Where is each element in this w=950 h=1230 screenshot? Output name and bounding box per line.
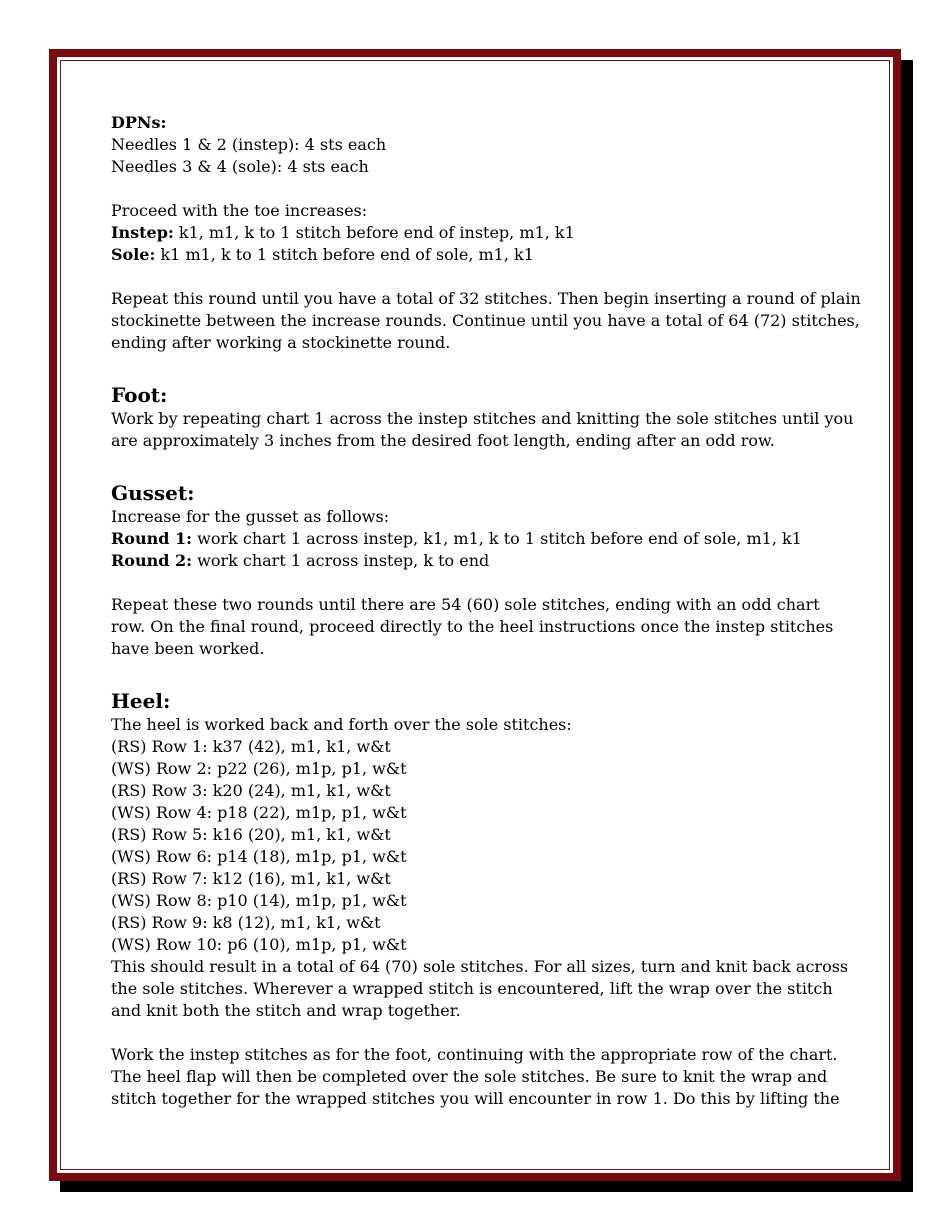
foot-line: Work by repeating chart 1 across the instep stitches and knitting the sole stitches until you <box>111 409 854 428</box>
heel-paragraph-line: the sole stitches. Wherever a wrapped stitch is encountered, lift the wrap over the stitch <box>111 979 833 998</box>
heel-row: (RS) Row 9: k8 (12), m1, k1, w&t <box>111 913 381 932</box>
gusset-paragraph-line: Repeat these two rounds until there are 54 (60) sole stitches, ending with an odd chart <box>111 595 820 614</box>
gusset-intro: Increase for the gusset as follows: <box>111 507 390 526</box>
gusset-paragraph-line: have been worked. <box>111 639 265 658</box>
heel-row: (WS) Row 8: p10 (14), m1p, p1, w&t <box>111 891 407 910</box>
gusset-paragraph-line: row. On the final round, proceed directly to the heel instructions once the instep stitches <box>111 617 834 636</box>
heel-row: (WS) Row 4: p18 (22), m1p, p1, w&t <box>111 803 407 822</box>
toe-sole-line: Sole: k1 m1, k to 1 stitch before end of sole, m1, k1 <box>111 245 534 264</box>
heel-paragraph-line: Work the instep stitches as for the foot, continuing with the appropriate row of the chart. <box>111 1045 838 1064</box>
gusset-round1: Round 1: work chart 1 across instep, k1, m1, k to 1 stitch before end of sole, m1, k1 <box>111 529 802 548</box>
gusset-heading: Gusset: <box>111 481 195 505</box>
toe-paragraph-line: ending after working a stockinette round. <box>111 333 451 352</box>
heel-row: (RS) Row 1: k37 (42), m1, k1, w&t <box>111 737 391 756</box>
heel-paragraph-line: This should result in a total of 64 (70) sole stitches. For all sizes, turn and knit back across <box>111 957 849 976</box>
toe-paragraph-line: stockinette between the increase rounds. Continue until you have a total of 64 (72) stitches, <box>111 311 860 330</box>
heel-row: (RS) Row 5: k16 (20), m1, k1, w&t <box>111 825 391 844</box>
document-body <box>111 112 861 1110</box>
heel-intro: The heel is worked back and forth over the sole stitches: <box>111 715 572 734</box>
heel-paragraph-line: The heel flap will then be completed over the sole stitches. Be sure to knit the wrap and <box>111 1067 828 1086</box>
heel-paragraph-line: and knit both the stitch and wrap together. <box>111 1001 461 1020</box>
toe-instep-line: Instep: k1, m1, k to 1 stitch before end of instep, m1, k1 <box>111 223 575 242</box>
gusset-round2: Round 2: work chart 1 across instep, k to end <box>111 551 490 570</box>
heel-row: (RS) Row 3: k20 (24), m1, k1, w&t <box>111 781 391 800</box>
dpns-line: Needles 3 & 4 (sole): 4 sts each <box>111 157 369 176</box>
heel-heading: Heel: <box>111 689 171 713</box>
heel-row: (RS) Row 7: k12 (16), m1, k1, w&t <box>111 869 391 888</box>
heel-paragraph-line: stitch together for the wrapped stitches you will encounter in row 1. Do this by lifting the <box>111 1089 840 1108</box>
heel-row: (WS) Row 6: p14 (18), m1p, p1, w&t <box>111 847 407 866</box>
heel-row: (WS) Row 2: p22 (26), m1p, p1, w&t <box>111 759 407 778</box>
dpns-line: Needles 1 & 2 (instep): 4 sts each <box>111 135 387 154</box>
toe-paragraph-line: Repeat this round until you have a total of 32 stitches. Then begin inserting a round of plain <box>111 289 861 308</box>
toe-intro: Proceed with the toe increases: <box>111 201 368 220</box>
foot-line: are approximately 3 inches from the desired foot length, ending after an odd row. <box>111 431 775 450</box>
heel-row: (WS) Row 10: p6 (10), m1p, p1, w&t <box>111 935 407 954</box>
dpns-heading: DPNs: <box>111 113 167 132</box>
foot-heading: Foot: <box>111 383 168 407</box>
